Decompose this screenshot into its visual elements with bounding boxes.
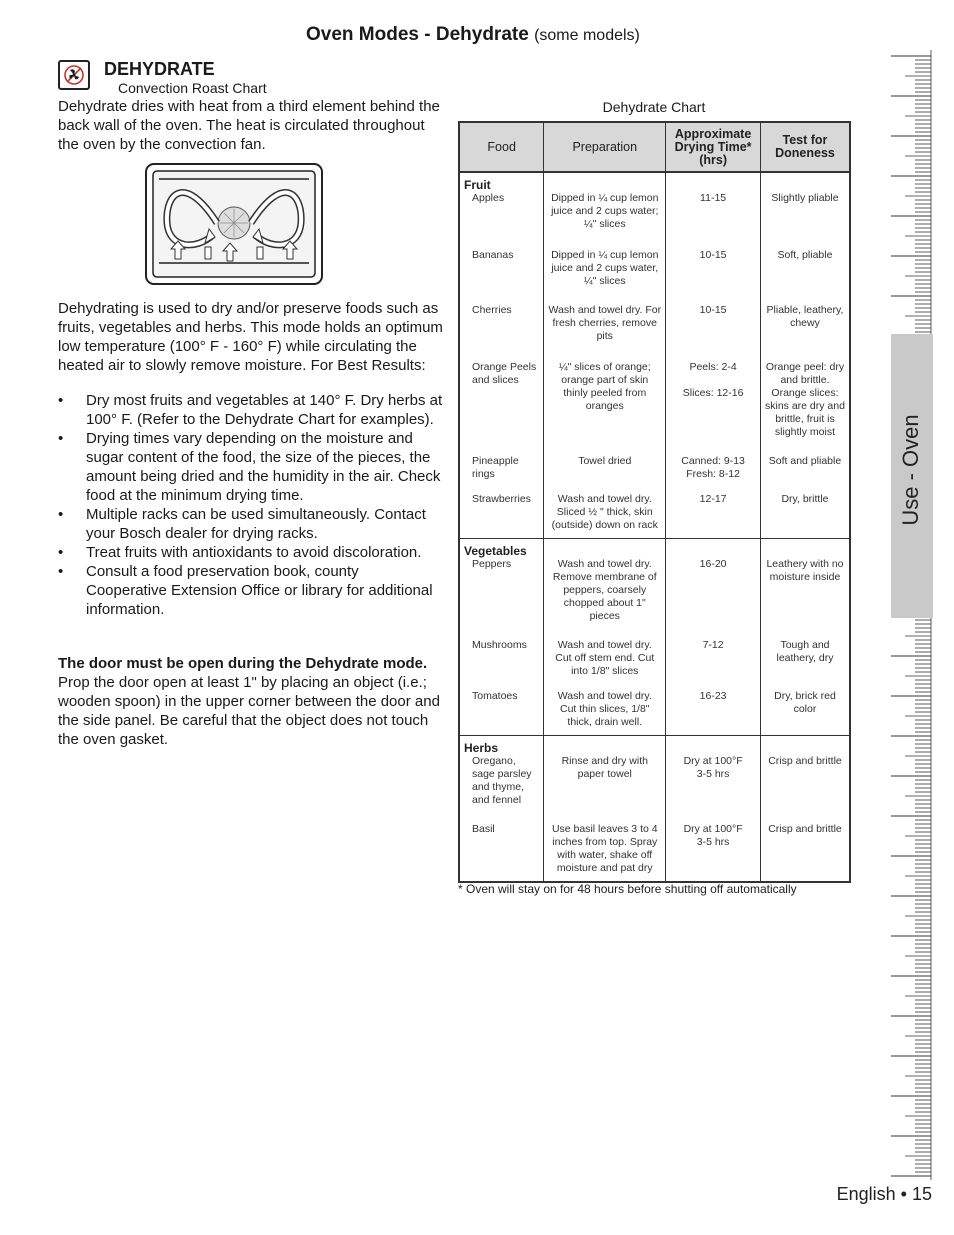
group-label: Vegetables [459, 539, 544, 559]
convection-fan-icon [58, 60, 90, 90]
page-footer: English • 15 [836, 1184, 932, 1204]
page-title: Oven Modes - Dehydrate (some models) [306, 24, 640, 45]
group-spacer [760, 736, 850, 756]
food-cell: Bananas [459, 233, 544, 290]
door-text: Prop the door open at least 1" by placing an object (i.e.; wooden spoon) in the upper corner between the door and the side panel. Be careful that the object does not touch the oven gasket. [58, 674, 440, 748]
group-row [459, 172, 850, 192]
doneness-cell: Soft and pliable [760, 441, 850, 483]
doneness-cell: Soft, pliable [760, 233, 850, 290]
chart-footnote: * Oven will stay on for 48 hours before shutting off automatically [458, 882, 797, 896]
group-spacer [666, 736, 761, 756]
preparation-cell: Wash and towel dry. For fresh cherries, remove pits [544, 290, 666, 345]
list-item: • Multiple racks can be used simultaneously. Contact your Bosch dealer for drying racks. [58, 505, 443, 543]
chart-title: Dehydrate Chart [602, 99, 706, 115]
group-spacer [760, 539, 850, 559]
description-paragraph: Dehydrating is used to dry and/or preserve foods such as fruits, vegetables and herbs. This mode holds an optimum low temperature (100° F - 160° F) while circulating the heated air to slowly remove moisture. For Best Results: [58, 300, 443, 374]
header-preparation: Preparation [544, 122, 666, 172]
preparation-cell: Wash and towel dry. Cut thin slices, 1/8" thick, drain well. [544, 680, 666, 736]
preparation-cell: Wash and towel dry. Remove membrane of peppers, coarsely chopped about 1" pieces [544, 558, 666, 625]
table-row [459, 809, 850, 882]
tips-list [58, 391, 443, 619]
dehydrate-chart-table [458, 121, 851, 883]
oven-airflow-figure [145, 163, 323, 285]
food-cell: Basil [459, 809, 544, 882]
preparation-cell: ¼" slices of orange; orange part of skin thinly peeled from oranges [544, 345, 666, 441]
food-cell: Oregano, sage parsley and thyme, and fennel [459, 755, 544, 809]
group-row [459, 736, 850, 756]
doneness-cell: Slightly pliable [760, 192, 850, 233]
group-spacer [666, 172, 761, 192]
table-row [459, 755, 850, 809]
intro-paragraph: Dehydrate dries with heat from a third element behind the back wall of the oven. The heat is circulated throughout the oven by the convection fan. [58, 98, 440, 153]
group-spacer [666, 539, 761, 559]
preparation-cell: Dipped in ¼ cup lemon juice and 2 cups water, ¼" slices [544, 233, 666, 290]
food-cell: Pineapple rings [459, 441, 544, 483]
group-spacer [544, 736, 666, 756]
food-cell: Peppers [459, 558, 544, 625]
drying-time-cell: Dry at 100°F 3-5 hrs [666, 755, 761, 809]
group-label: Fruit [459, 172, 544, 192]
preparation-cell: Rinse and dry with paper towel [544, 755, 666, 809]
group-spacer [760, 172, 850, 192]
food-cell: Apples [459, 192, 544, 233]
food-cell: Tomatoes [459, 680, 544, 736]
section-heading: DEHYDRATE [104, 59, 215, 79]
list-item: • Drying times vary depending on the moisture and sugar content of the food, the size of the pieces, the amount being dried and the humidity in the air. Check food at the minimum drying time. [58, 429, 443, 505]
table-row [459, 345, 850, 441]
preparation-cell: Wash and towel dry. Cut off stem end. Cut into 1/8" slices [544, 625, 666, 680]
table-row [459, 441, 850, 483]
drying-time-cell: 12-17 [666, 483, 761, 539]
table-row [459, 625, 850, 680]
list-item: • Treat fruits with antioxidants to avoid discoloration. [58, 543, 443, 562]
table-row [459, 192, 850, 233]
list-item: • Dry most fruits and vegetables at 140° F. Dry herbs at 100° F. (Refer to the Dehydrate Chart for examples). [58, 391, 443, 429]
header-doneness: Test for Doneness [760, 122, 850, 172]
drying-time-cell: 10-15 [666, 233, 761, 290]
drying-time-cell: Canned: 9-13 Fresh: 8-12 [666, 441, 761, 483]
sub-heading: Convection Roast Chart [118, 80, 267, 96]
section-tab [891, 334, 933, 618]
door-warning: The door must be open during the Dehydrate mode. [58, 655, 428, 672]
section-tab-label: Use - Oven [898, 414, 923, 526]
header-drying-time: Approximate Drying Time*(hrs) [666, 122, 761, 172]
doneness-cell: Crisp and brittle [760, 809, 850, 882]
header-food: Food [459, 122, 544, 172]
food-cell: Mushrooms [459, 625, 544, 680]
preparation-cell: Dipped in ¼ cup lemon juice and 2 cups water; ¼" slices [544, 192, 666, 233]
table-row [459, 558, 850, 625]
preparation-cell: Towel dried [544, 441, 666, 483]
preparation-cell: Use basil leaves 3 to 4 inches from top. Spray with water, shake off moisture and pat dry [544, 809, 666, 882]
group-row [459, 539, 850, 559]
table-row [459, 233, 850, 290]
drying-time-cell: 10-15 [666, 290, 761, 345]
drying-time-cell: 11-15 [666, 192, 761, 233]
food-cell: Strawberries [459, 483, 544, 539]
doneness-cell: Pliable, leathery, chewy [760, 290, 850, 345]
doneness-cell: Leathery with no moisture inside [760, 558, 850, 625]
table-row [459, 290, 850, 345]
drying-time-cell: 16-23 [666, 680, 761, 736]
doneness-cell: Dry, brittle [760, 483, 850, 539]
preparation-cell: Wash and towel dry. Sliced ½ " thick, skin (outside) down on rack [544, 483, 666, 539]
food-cell: Cherries [459, 290, 544, 345]
group-spacer [544, 539, 666, 559]
table-row [459, 680, 850, 736]
doneness-cell: Tough and leathery, dry [760, 625, 850, 680]
drying-time-cell: Dry at 100°F 3-5 hrs [666, 809, 761, 882]
doneness-cell: Orange peel: dry and brittle. Orange slices: skins are dry and brittle, fruit is slightly moist [760, 345, 850, 441]
drying-time-cell: Peels: 2-4 Slices: 12-16 [666, 345, 761, 441]
list-item: • Consult a food preservation book, county Cooperative Extension Office or library for additional information. [58, 562, 443, 619]
group-spacer [544, 172, 666, 192]
door-instructions [58, 654, 443, 749]
group-label: Herbs [459, 736, 544, 756]
doneness-cell: Dry, brick red color [760, 680, 850, 736]
drying-time-cell: 7-12 [666, 625, 761, 680]
drying-time-cell: 16-20 [666, 558, 761, 625]
food-cell: Orange Peels and slices [459, 345, 544, 441]
table-row [459, 483, 850, 539]
doneness-cell: Crisp and brittle [760, 755, 850, 809]
